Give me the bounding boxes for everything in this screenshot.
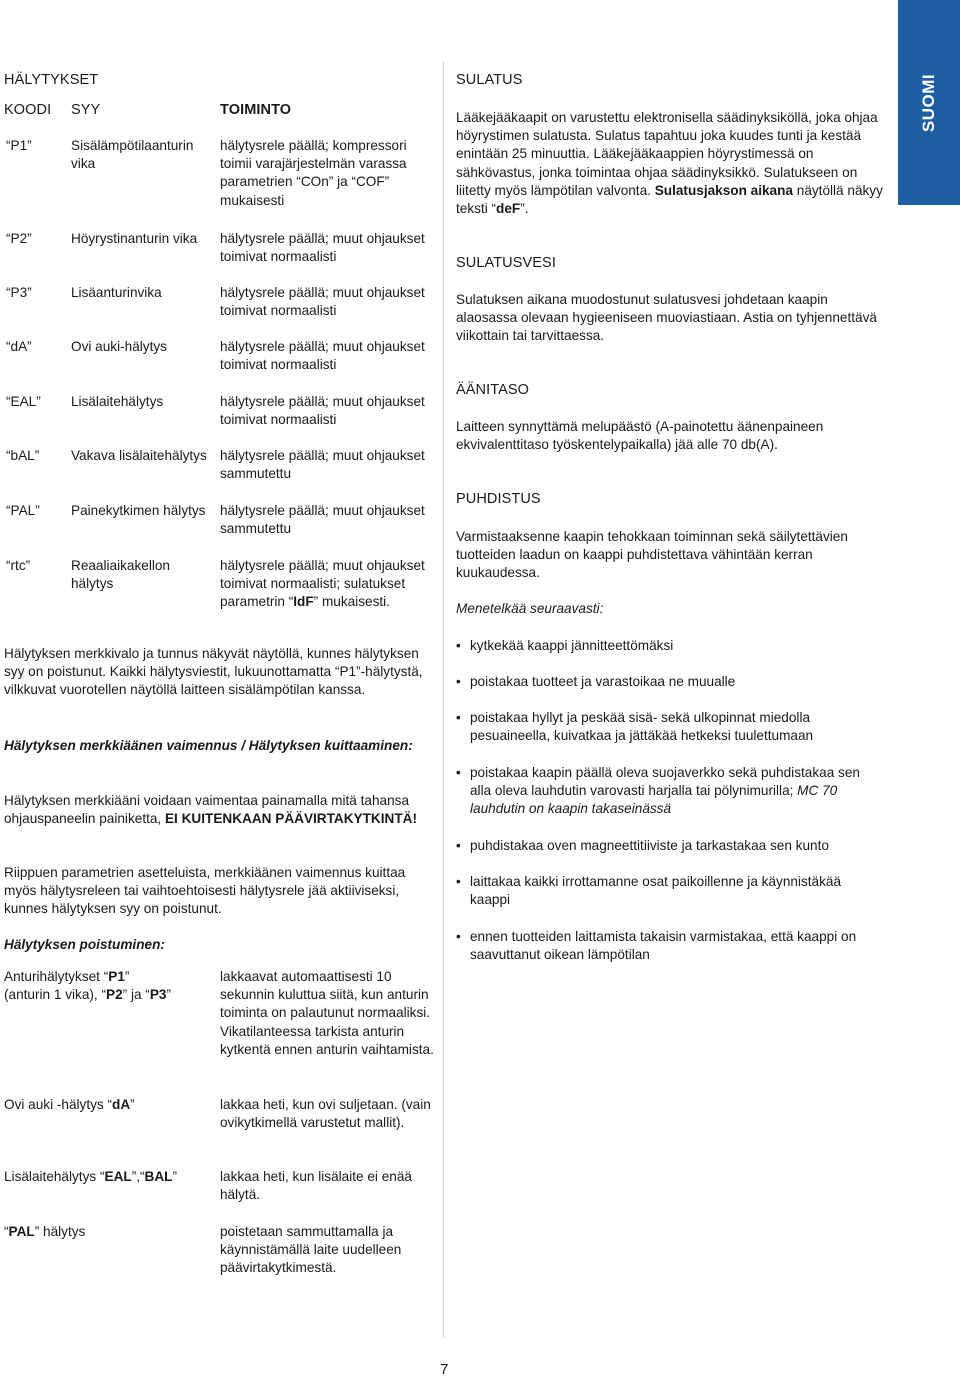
removal-heading: Hälytyksen poistuminen:: [4, 937, 165, 952]
alarm-action: hälytysrele päällä; muut ohjaukset sammutettu: [220, 503, 425, 537]
alarm-code: “P1”: [6, 138, 32, 153]
water-paragraph: Sulatuksen aikana muodostunut sulatusvesi johdetaan kaapin alaosassa olevaan hygieeniseen muoviastiaan. Astia on tyhjennettävä viikottain tai tarvittaessa.: [456, 292, 877, 344]
column-divider: [443, 62, 444, 1337]
page-number: 7: [440, 1361, 449, 1378]
alarm-cause: Höyrystinanturin vika: [71, 231, 198, 246]
removal-item-text: lakkaavat automaattisesti 10 sekunnin kuluttua siitä, kun anturin toiminta on palautunut normaaliksi. Vikatilanteessa tarkista anturin kytkentä ennen anturin vaihtamista.: [220, 969, 434, 1057]
silence-heading: Hälytyksen merkkiäänen vaimennus / Hälytyksen kuittaaminen:: [4, 738, 413, 753]
removal-item-label: “PAL” hälytys: [4, 1224, 86, 1239]
alarm-action: hälytysrele päällä; muut ohjaukset toimivat normaalisti: [220, 231, 425, 265]
def-code: deF: [496, 201, 521, 217]
alarm-code: “PAL”: [6, 503, 40, 518]
alarm-action: [220, 557, 440, 612]
alarm-action-text: hälytysrele päällä; muut ohjaukset toimivat normaalisti; sulatukset parametrin “: [220, 558, 425, 610]
defrost-paragraph: [456, 109, 891, 218]
alarm-code: “bAL”: [6, 448, 40, 463]
alarm-cause: Lisälaitehälytys: [71, 394, 164, 409]
alarm-cause: Ovi auki-hälytys: [71, 339, 167, 354]
language-tab-label: SUOMI: [918, 73, 938, 132]
alarm-code: “dA”: [6, 339, 32, 354]
col-header-action: TOIMINTO: [220, 102, 292, 118]
removal-item-label: Anturihälytykset “P1” (anturin 1 vika), “P2” ja “P3”: [4, 969, 171, 1003]
param-idf: IdF: [293, 594, 314, 610]
col-header-cause: SYY: [71, 102, 101, 118]
alarm-action: hälytysrele päällä; muut ohjaukset toimivat normaalisti: [220, 285, 425, 319]
defrost-bold: Sulatusjakson aikana: [654, 182, 793, 198]
alarm-action-text-end: ” mukaisesti.: [313, 594, 390, 610]
noise-title: ÄÄNITASO: [456, 382, 530, 398]
alarm-action: hälytysrele päällä; kompressori toimii varajärjestelmän varassa parametrien “COn” ja “COF” mukaisesti: [220, 138, 407, 208]
cleaning-paragraph: Varmistaaksenne kaapin tehokkaan toiminnan sekä säilytettävien tuotteiden laadun on kaappi puhdistettava vähintään kerran kuukaudessa.: [456, 529, 848, 581]
alarm-code: “rtc”: [6, 558, 31, 573]
alarm-action: hälytysrele päällä; muut ohjaukset sammutettu: [220, 448, 425, 482]
defrost-title: SULATUS: [456, 72, 523, 88]
removal-item-label: Lisälaitehälytys “EAL”,“BAL”: [4, 1169, 178, 1184]
alarm-cause: Painekytkimen hälytys: [71, 503, 206, 518]
col-header-code: KOODI: [4, 102, 52, 118]
language-tab: [898, 0, 960, 205]
method-heading: Menetelkää seuraavasti:: [456, 601, 604, 616]
alarm-cause: Vakava lisälaitehälytys: [71, 448, 207, 463]
removal-item-label: Ovi auki -hälytys “dA”: [4, 1097, 135, 1112]
defrost-end: ”.: [520, 201, 529, 217]
alarm-cause: Sisälämpötilaanturin vika: [71, 138, 194, 172]
silence-warning: EI KUITENKAAN PÄÄVIRTAKYTKINTÄ!: [164, 811, 417, 827]
removal-item-text: poistetaan sammuttamalla ja käynnistämällä laite uudelleen päävirtakytkimestä.: [220, 1224, 402, 1276]
alarm-code: “EAL”: [6, 394, 41, 409]
defrost-text: Lääkejääkaapit on varustettu elektronisella säädinyksiköllä, joka ohjaa höyrystimen sulatusta. Sulatus tapahtuu joka kuudes tunti ja kestää enintään 25 minuuttia. Lääkejääkaappien höyrystimessä on sähkövastus, jonka toimintaa ohjaa säädinyksikkö. Sulatukseen on liitetty myös lämpötilan valvonta.: [456, 110, 878, 198]
cleaning-title: PUHDISTUS: [456, 491, 541, 507]
alarm-code: “P3”: [6, 285, 32, 300]
removal-item-text: lakkaa heti, kun ovi suljetaan. (vain ovikytkimellä varustetut mallit).: [220, 1097, 431, 1131]
defrost-mid: näytöllä näkyy teksti “: [456, 182, 883, 217]
noise-paragraph: Laitteen synnyttämä melupäästö (A-painotettu äänenpaineen ekvivalenttitaso työskentelypaikalla) jää alle 70 db(A).: [456, 419, 824, 453]
silence-paragraph: [4, 792, 424, 828]
alarms-title: HÄLYTYKSET: [4, 72, 99, 88]
water-title: SULATUSVESI: [456, 255, 556, 271]
alarm-cause: Reaaliaikakellon hälytys: [71, 558, 170, 592]
alarm-action: hälytysrele päällä; muut ohjaukset toimivat normaalisti: [220, 394, 425, 428]
alarm-action: hälytysrele päällä; muut ohjaukset toimivat normaalisti: [220, 339, 425, 373]
silence-text: Hälytyksen merkkiääni voidaan vaimentaa painamalla mitä tahansa ohjauspaneelin painiketta,: [4, 793, 410, 827]
removal-item-text: lakkaa heti, kun lisälaite ei enää hälytä.: [220, 1169, 412, 1203]
alarm-code: “P2”: [6, 231, 32, 246]
alarm-cause: Lisäanturinvika: [71, 285, 162, 300]
relay-paragraph: Riippuen parametrien asetteluista, merkkiäänen vaimennus kuittaa myös hälytysreleen tai vaihtoehtoisesti hälytysrele jää aktiiviseksi, kunnes hälytyksen syy on poistunut.: [4, 865, 406, 917]
alarm-indicator-paragraph: Hälytyksen merkkivalo ja tunnus näkyvät näytöllä, kunnes hälytyksen syy on poistunut. Kaikki hälytysviestit, lukuunottamatta “P1”-hälytystä, vilkkuvat vuorotellen näytöllä laitteen sisälämpötilan kanssa.: [4, 646, 423, 698]
